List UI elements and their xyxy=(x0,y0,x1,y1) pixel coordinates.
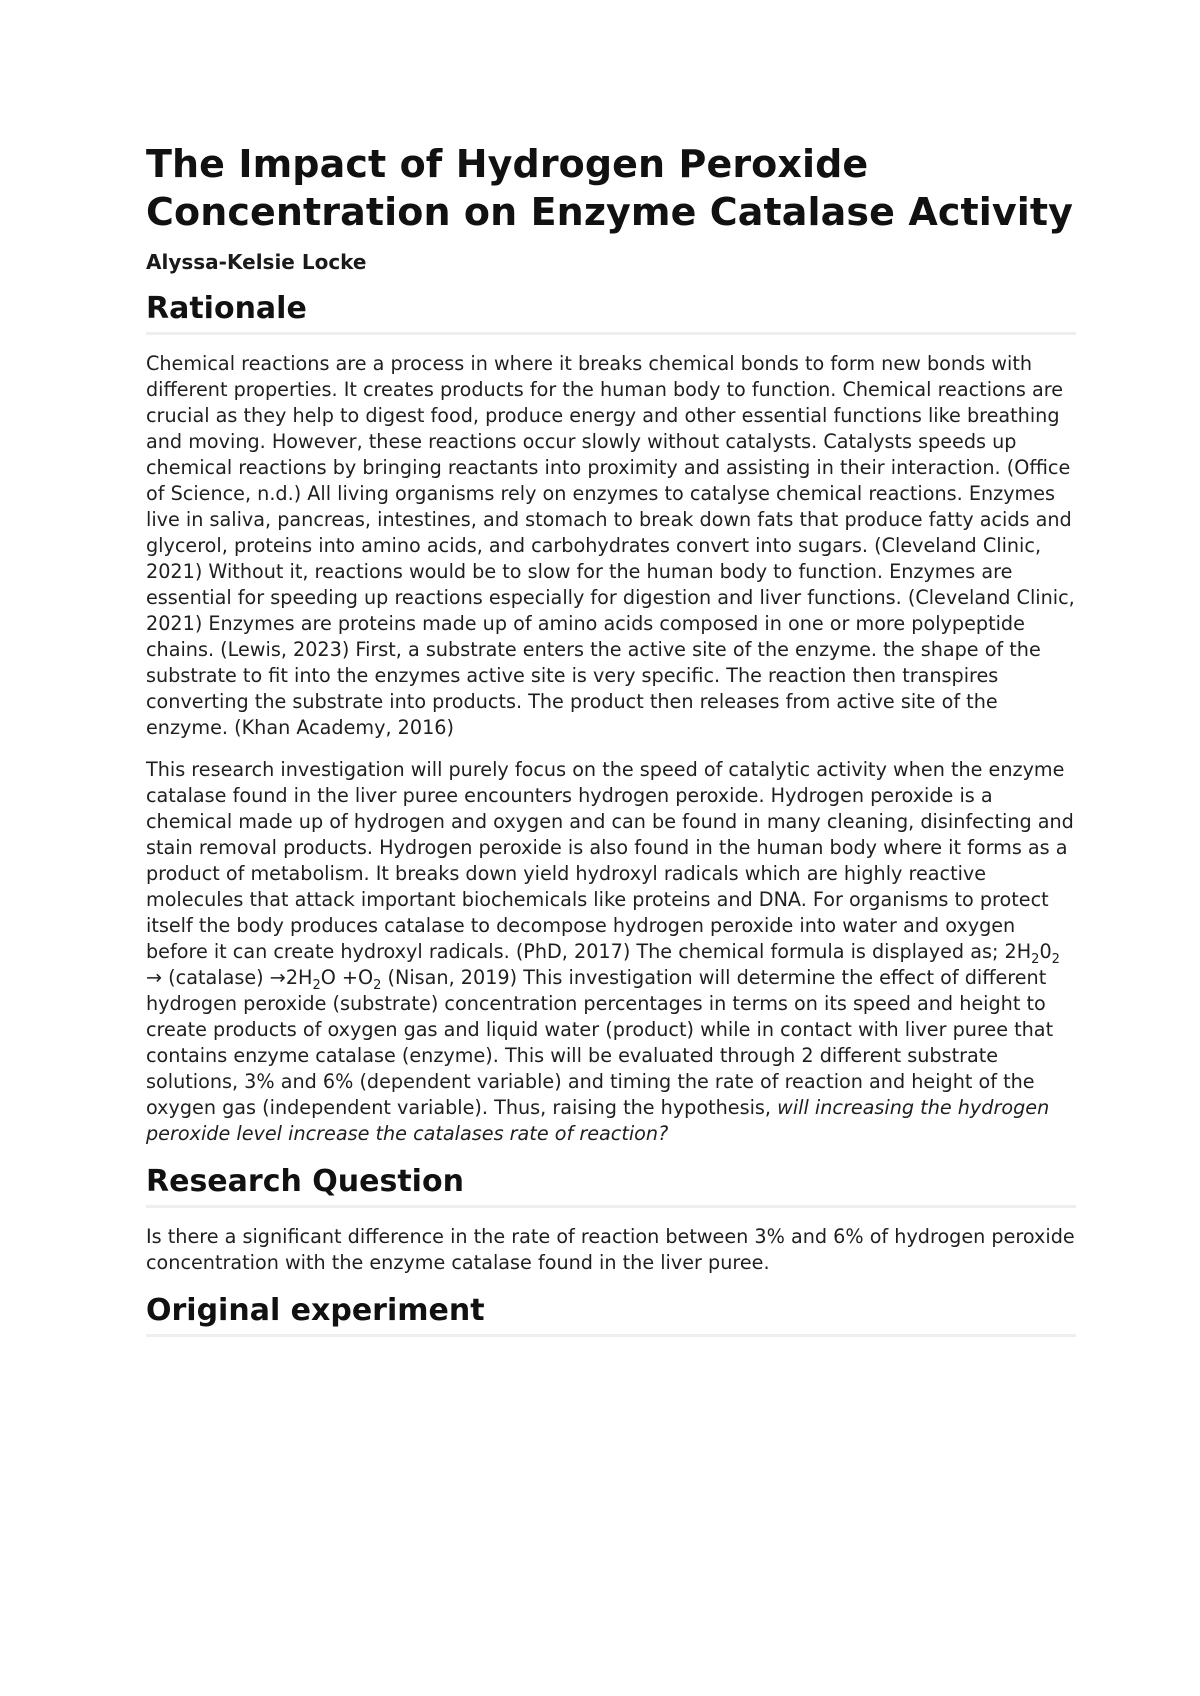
research-question-heading: Research Question xyxy=(146,1163,1076,1208)
paragraph-2-text-a: This research investigation will purely focus on the speed of catalytic activity when the enzyme catalase found in the liver puree encounters hydrogen peroxide. Hydrogen peroxide is a chemical made up of hydrogen and oxygen and can be found in many cleaning, disinfecting and stain removal products. Hydrogen peroxide is also found in the human body where it forms as a product of metabolism. It breaks down yield hydroxyl radicals which are highly reactive molecules that attack important biochemicals like proteins and DNA. For organisms to protect itself the body produces catalase to decompose hydrogen peroxide into water and oxygen before it can create hydroxyl radicals. (PhD, 2017) The chemical formula is displayed as; xyxy=(146,758,1074,963)
research-question-section xyxy=(146,1163,1076,1276)
rationale-paragraph-1: Chemical reactions are a process in where it breaks chemical bonds to form new bonds with different properties. It creates products for the human body to function. Chemical reactions are crucial as they help to digest food, produce energy and other essential functions like breathing and moving. However, these reactions occur slowly without catalysts. Catalysts speeds up chemical reactions by bringing reactants into proximity and assisting in their interaction. (Office of Science, n.d.) All living organisms rely on enzymes to catalyse chemical reactions. Enzymes live in saliva, pancreas, intestines, and stomach to break down fats that produce fatty acids and glycerol, proteins into amino acids, and carbohydrates convert into sugars. (Cleveland Clinic, 2021) Without it, reactions would be to slow for the human body to function. Enzymes are essential for speeding up reactions especially for digestion and liver functions. (Cleveland Clinic, 2021) Enzymes are proteins made up of amino acids composed in one or more polypeptide chains. (Lewis, 2023) First, a substrate enters the active site of the enzyme. the shape of the substrate to fit into the enzymes active site is very specific. The reaction then transpires converting the substrate into products. The product then releases from active site of the enzyme. (Khan Academy, 2016) xyxy=(146,352,1075,739)
author-name: Alyssa-Kelsie Locke xyxy=(146,250,367,274)
reaction-arrow: → (catalase) → xyxy=(146,966,286,989)
original-experiment-heading: Original experiment xyxy=(146,1292,1076,1337)
document-title: The Impact of Hydrogen Peroxide Concentration on Enzyme Catalase Activity xyxy=(146,142,1073,234)
rationale-section xyxy=(146,290,1076,1147)
original-experiment-section xyxy=(146,1292,1076,1337)
rationale-heading: Rationale xyxy=(146,290,1076,335)
research-question-text: Is there a significant difference in the rate of reaction between 3% and 6% of hydrogen peroxide concentration with the enzyme catalase found in the liver puree. xyxy=(146,1225,1075,1274)
hypothesis-text: will increasing the hydrogen peroxide level increase the catalases rate of reaction? xyxy=(146,1096,1050,1145)
chemical-formula: $2H_20_2$ → (catalase) $\to 2H_2O +O_2$ xyxy=(146,940,1060,993)
document-page xyxy=(146,140,1076,1351)
paragraph-2-text-b: (Nisan, 2019) This investigation will determine the effect of different hydrogen peroxide (substrate) concentration percentages in terms on its speed and height to create products of oxygen gas and liquid water (product) while in contact with liver puree that contains enzyme catalase (enzyme). This will be evaluated through 2 different substrate solutions, 3% and 6% (dependent variable) and timing the rate of reaction and height of the oxygen gas (independent variable). Thus, raising the hypothesis, xyxy=(146,966,1054,1119)
rationale-paragraph-2 xyxy=(146,757,1076,1147)
